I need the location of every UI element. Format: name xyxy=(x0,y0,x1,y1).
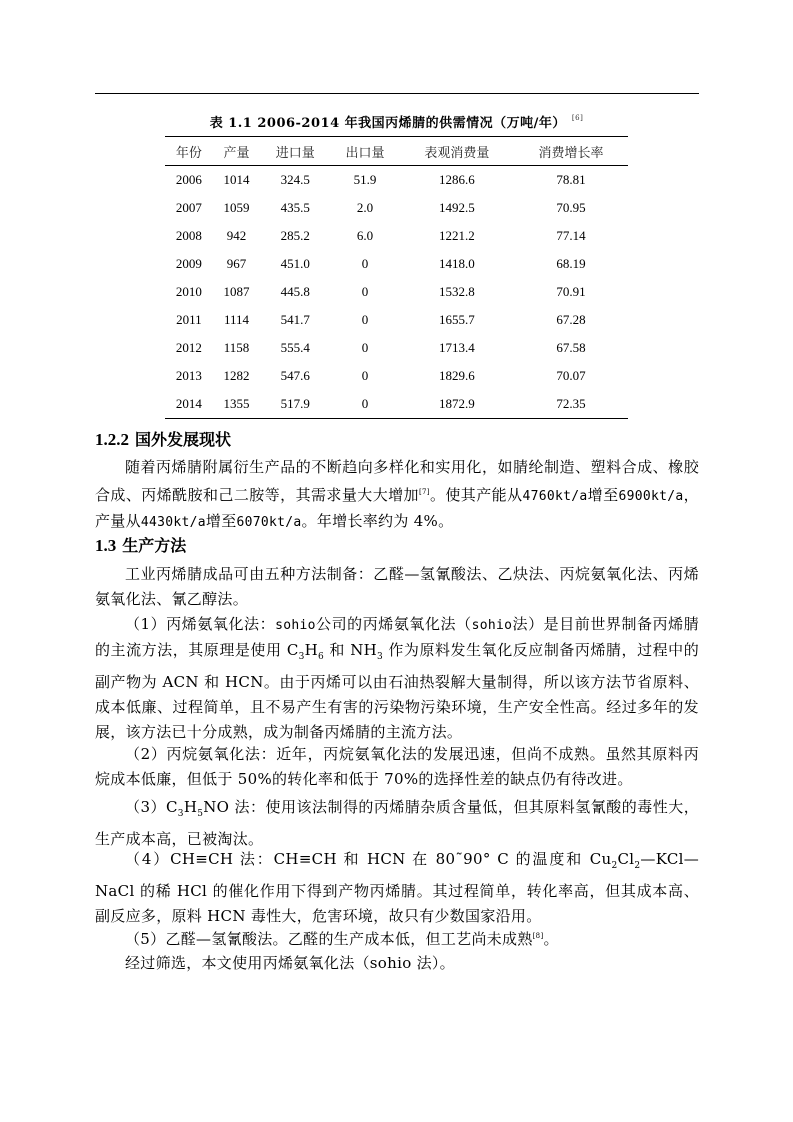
table-caption-text: 表 1.1 2006-2014 年我国丙烯腈的供需情况（万吨/年） xyxy=(209,116,566,131)
table-cell: 1713.4 xyxy=(439,340,475,355)
section-heading-1-3 xyxy=(95,533,186,556)
text: 6070kt/a xyxy=(236,515,302,530)
text: 。 xyxy=(543,930,559,948)
text: 增至 xyxy=(587,486,619,504)
table-cell: 2009 xyxy=(175,256,202,271)
table-row xyxy=(165,390,628,419)
supply-demand-table xyxy=(165,136,628,419)
section-heading-1-2-2 xyxy=(95,427,231,450)
table-cell: 2014 xyxy=(165,390,213,419)
text: —KCl—NaCl 的稀 HCl 的催化作用下得到产物丙烯腈。其过程简单，转化率高，但其成本高、副反应多，原料 HCN 毒性大，危害环境，故只有少数国家沿用。 xyxy=(95,850,699,925)
column-header: 消费增长率 xyxy=(514,137,628,166)
table-cell: 445.8 xyxy=(280,284,310,299)
table-cell: 67.58 xyxy=(556,340,586,355)
text: sohio xyxy=(471,618,513,633)
text: 。使其产能从 xyxy=(429,486,523,504)
table-row xyxy=(165,334,628,362)
table-cell: 72.35 xyxy=(514,390,628,419)
text: （4）CH≡CH 法：CH≡CH 和 HCN 在 80˜90° C 的温度和 Cu xyxy=(125,850,612,868)
table-row xyxy=(165,306,628,334)
text: sohio xyxy=(275,618,316,633)
table-cell: 0 xyxy=(361,256,369,271)
table-cell: 77.14 xyxy=(556,228,586,243)
paragraph-method-2: （2）丙烷氨氧化法：近年，丙烷氨氧化法的发展迅速，但尚不成熟。虽然其原料丙烷成本低廉，但低于 50%的转化率和低于 70%的选择性差的缺点仍有待改进。 xyxy=(95,745,699,788)
text: 6900kt/a xyxy=(618,489,684,504)
paragraph-method-4 xyxy=(95,847,699,929)
text: 作为原料发生氧化反应制备丙烯腈，过程中的副产物为 ACN 和 HCN。由于丙烯可以由石油热裂解大量制得，所以该方法节省原料、成本低廉、过程简单，且不易产生有害的污染物污染环境，生产安全性高。经过多年的发展，该方法已十分成熟，成为制备丙烯腈的主流方法。 xyxy=(95,641,700,741)
table-cell: 0 xyxy=(330,390,400,419)
table-row xyxy=(165,194,628,222)
paragraph-method-1 xyxy=(95,612,699,745)
table-cell: 967 xyxy=(226,256,247,271)
subscript: 2 xyxy=(611,861,618,871)
text: H xyxy=(183,798,198,816)
paragraph-foreign-development xyxy=(95,455,699,535)
paragraph-intro: 工业丙烯腈成品可由五种方法制备：乙醛—氢氰酸法、乙炔法、丙烷氨氧化法、丙烯氨氧化法、氰乙醇法。 xyxy=(95,565,699,608)
column-header: 年份 xyxy=(165,137,213,166)
table-cell: 1532.8 xyxy=(439,284,475,299)
table-cell: 51.9 xyxy=(353,172,377,187)
table-cell: 2013 xyxy=(175,368,202,383)
table-row xyxy=(165,278,628,306)
text: 。年增长率约为 4%。 xyxy=(301,512,454,530)
text: 4430kt/a xyxy=(140,515,206,530)
table-cell: 0 xyxy=(361,284,369,299)
table-caption xyxy=(0,112,793,131)
table-cell: 1418.0 xyxy=(439,256,475,271)
table-cell: 1282 xyxy=(223,368,250,383)
table-row xyxy=(165,166,628,195)
subscript: 2 xyxy=(634,861,641,871)
header-rule xyxy=(95,93,699,94)
table-cell: 70.91 xyxy=(556,284,586,299)
column-header: 表观消费量 xyxy=(400,137,514,166)
table-cell: 285.2 xyxy=(280,228,310,243)
text: 和 NH xyxy=(324,641,378,659)
table-cell: 1355 xyxy=(213,390,261,419)
table-cell: 541.7 xyxy=(280,312,310,327)
text: Cl xyxy=(617,850,635,868)
table-cell: 78.81 xyxy=(556,172,586,187)
section-title: 国外发展现状 xyxy=(135,430,232,449)
table-cell: 1221.2 xyxy=(439,228,475,243)
citation: [8] xyxy=(532,932,544,940)
table-cell: 1829.6 xyxy=(439,368,475,383)
table-cell: 1286.6 xyxy=(439,172,475,187)
table-cell: 435.5 xyxy=(280,200,310,215)
text: ，产量从 xyxy=(95,486,699,530)
column-header: 进口量 xyxy=(260,137,330,166)
table-cell: 1059 xyxy=(223,200,250,215)
table-citation: [6] xyxy=(571,114,584,122)
table-cell: 517.9 xyxy=(260,390,330,419)
subscript: 6 xyxy=(318,652,325,662)
table-cell: 70.95 xyxy=(556,200,586,215)
text: 增至 xyxy=(205,512,237,530)
table-cell: 70.07 xyxy=(556,368,586,383)
table-row xyxy=(165,250,628,278)
table-cell: 451.0 xyxy=(280,256,310,271)
table-cell: 68.19 xyxy=(556,256,586,271)
text: 法）是目前世界制备丙烯腈的主流方法，其原理是使用 C xyxy=(95,615,699,659)
paragraph-method-3 xyxy=(95,795,699,852)
table-cell: 555.4 xyxy=(280,340,310,355)
text: 4760kt/a xyxy=(522,489,588,504)
section-number: 1.2.2 xyxy=(95,430,129,449)
subscript: 5 xyxy=(197,809,204,819)
table-cell: 2006 xyxy=(175,172,202,187)
table-cell: 1492.5 xyxy=(439,200,475,215)
column-header: 产量 xyxy=(213,137,261,166)
subscript: 3 xyxy=(377,652,384,662)
text: 随着丙烯腈附属衍生产品的不断趋向多样化和实用化，如腈纶制造、塑料合成、橡胶合成、丙烯酰胺和己二胺等，其需求量大大增加 xyxy=(95,458,699,504)
table-cell: 1655.7 xyxy=(439,312,475,327)
text: 公司的丙烯氨氧化法（ xyxy=(315,615,472,633)
text: （5）乙醛—氢氰酸法。乙醛的生产成本低，但工艺尚未成熟 xyxy=(125,930,533,948)
text: （1）丙烯氨氧化法： xyxy=(125,615,276,633)
table-cell: 6.0 xyxy=(356,228,374,243)
table-cell: 0 xyxy=(361,368,369,383)
table-cell: 2008 xyxy=(175,228,202,243)
column-header: 出口量 xyxy=(330,137,400,166)
text: （3）C xyxy=(125,798,178,816)
table-row xyxy=(165,362,628,390)
paragraph-conclusion: 经过筛选，本文使用丙烯氨氧化法（sohio 法）。 xyxy=(125,954,455,972)
table-cell: 0 xyxy=(361,312,369,327)
table-cell: 2007 xyxy=(175,200,202,215)
section-title: 生产方法 xyxy=(122,536,187,555)
text: NO 法：使用该法制得的丙烯腈杂质含量低，但其原料氢氰酸的毒性大，生产成本高，已被淘汰。 xyxy=(95,798,699,848)
table-cell: 1872.9 xyxy=(400,390,514,419)
table-cell: 1014 xyxy=(223,172,250,187)
table-cell: 0 xyxy=(361,340,369,355)
table-cell: 1158 xyxy=(223,340,250,355)
table-cell: 2011 xyxy=(176,312,202,327)
subscript: 3 xyxy=(177,809,184,819)
table-cell: 547.6 xyxy=(280,368,310,383)
citation: [7] xyxy=(419,488,430,496)
table-cell: 1114 xyxy=(223,312,250,327)
subscript: 3 xyxy=(298,652,305,662)
paragraph-method-5 xyxy=(95,924,699,952)
table-cell: 2012 xyxy=(175,340,202,355)
table-cell: 942 xyxy=(226,228,247,243)
table-cell: 67.28 xyxy=(556,312,586,327)
table-cell: 2010 xyxy=(175,284,202,299)
text: H xyxy=(304,641,319,659)
table-header-row xyxy=(165,137,628,166)
table-row xyxy=(165,222,628,250)
table-cell: 2.0 xyxy=(356,200,374,215)
table-cell: 1087 xyxy=(223,284,250,299)
section-number: 1.3 xyxy=(95,536,117,555)
table-cell: 324.5 xyxy=(280,172,310,187)
